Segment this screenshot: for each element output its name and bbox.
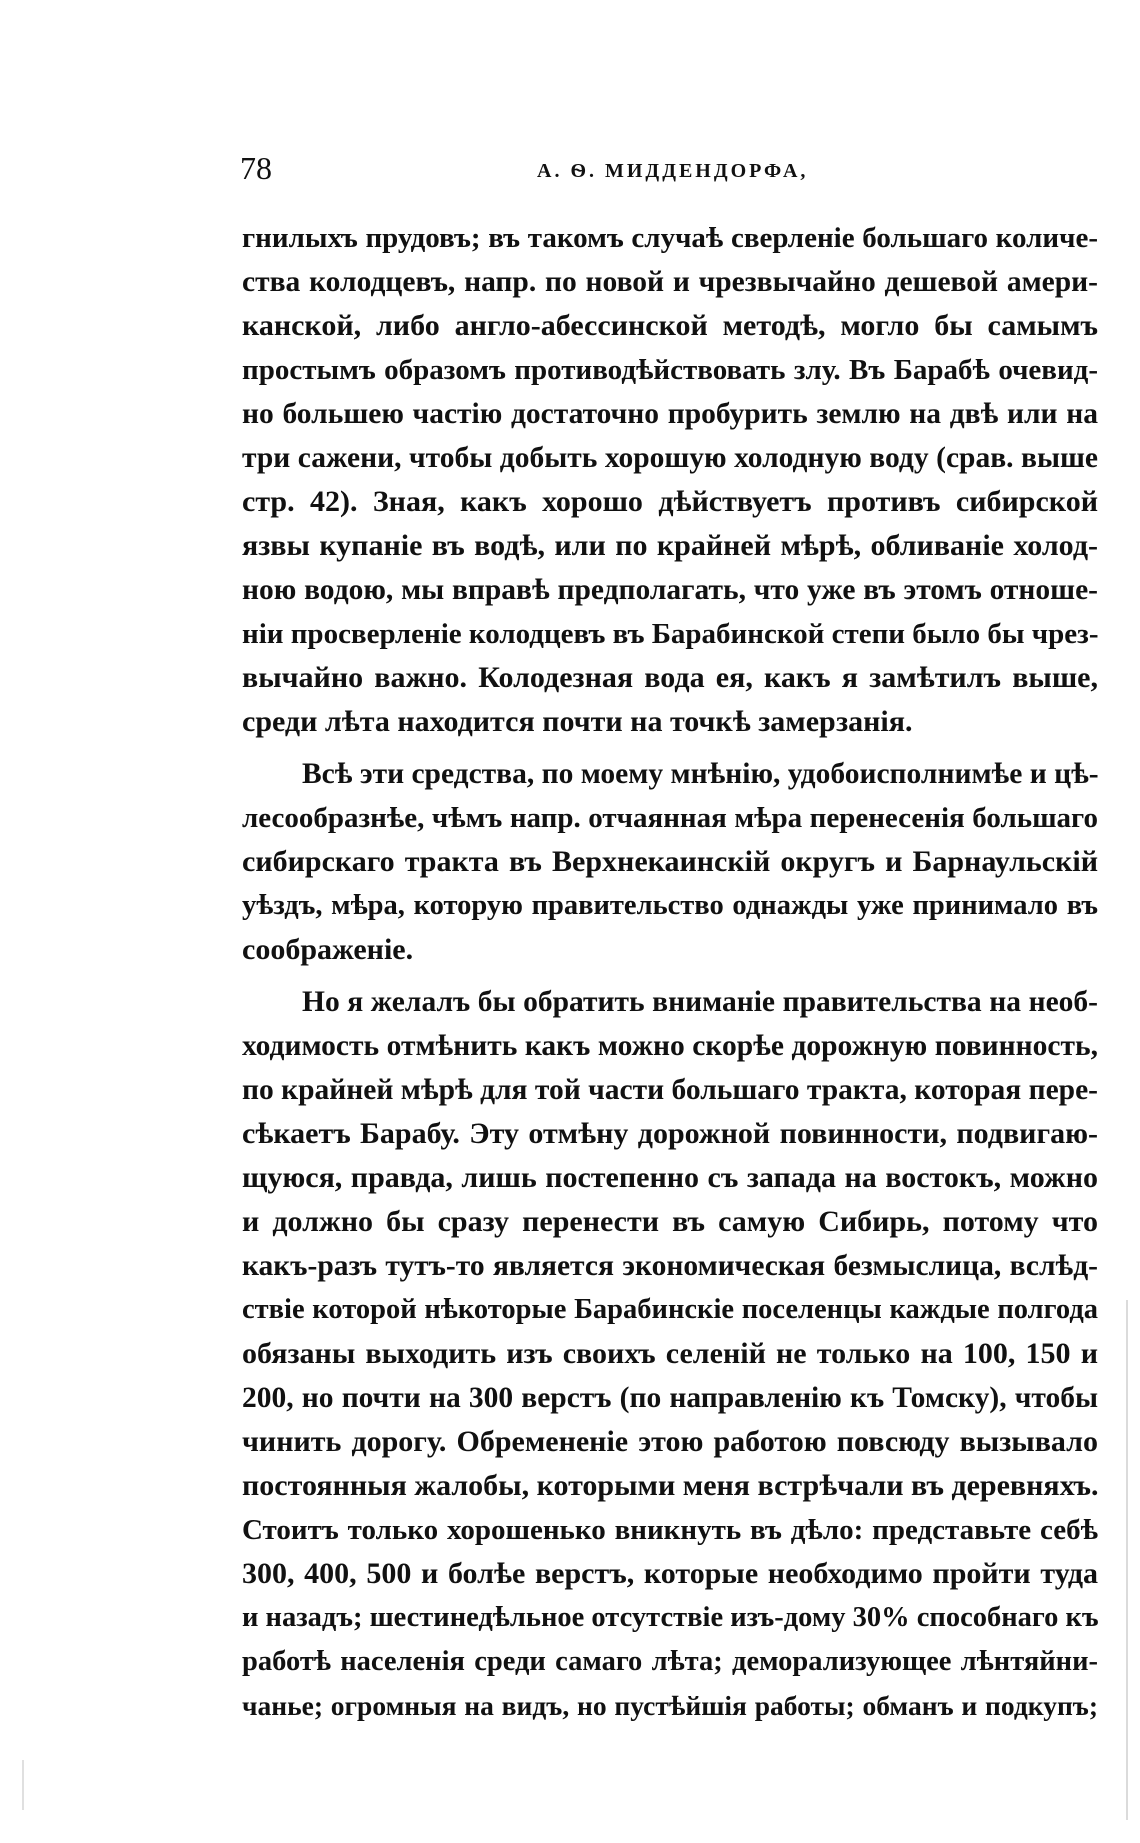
text-line: постоянныя жалобы, которыми меня встрѣчали въ деревняхъ. xyxy=(242,1469,1099,1502)
text-line: канской, либо англо-абессинской методѣ, могло бы самымъ xyxy=(242,309,1098,342)
text-line: ходимость отмѣнить какъ можно скорѣе дорожную повинность, xyxy=(242,1030,1098,1062)
text-line: язвы купаніе въ водѣ, или по крайней мѣрѣ, обливаніе холод- xyxy=(242,529,1098,562)
scan-artifact-line xyxy=(1126,1300,1128,1820)
text-line: стр. 42). Зная, какъ хорошо дѣйствуетъ противъ сибирской xyxy=(242,485,1098,518)
paragraph-1 xyxy=(242,216,1098,744)
text-line: сибирскаго тракта въ Верхнекаинскій округъ и Барнаульскій xyxy=(242,845,1098,878)
paragraph-3 xyxy=(242,980,1098,1728)
text-line: сѣкаетъ Барабу. Эту отмѣну дорожной повинности, подвигаю- xyxy=(242,1117,1098,1150)
scan-artifact-line xyxy=(22,1760,24,1810)
text-line: три сажени, чтобы добыть хорошую холодную воду (срав. выше xyxy=(242,442,1098,474)
text-line: ствіе которой нѣкоторые Барабинскіе поселенцы каждые полгода xyxy=(242,1294,1098,1325)
text-line: ства колодцевъ, напр. по новой и чрезвычайно дешевой амери- xyxy=(242,266,1098,298)
page-number: 78 xyxy=(240,150,272,186)
running-head xyxy=(240,150,830,190)
running-title: А. Ѳ. МИДДЕНДОРФА, xyxy=(537,160,809,182)
text-line: и назадъ; шестинедѣльное отсутствіе изъ-дому 30% способнаго къ xyxy=(242,1602,1099,1633)
text-line: чинить дорогу. Обремененіе этою работою повсюду вызывало xyxy=(242,1425,1098,1458)
text-line: ною водою, мы вправѣ предполагать, что уже въ этомъ отноше- xyxy=(242,574,1098,606)
paragraph-2 xyxy=(242,752,1098,972)
text-line: ніи просверленіе колодцевъ въ Барабинской степи было бы чрез- xyxy=(242,618,1099,650)
text-line: щуюся, правда, лишь постепенно съ запада на востокъ, можно xyxy=(242,1161,1098,1194)
text-line: среди лѣта находится почти на точкѣ замерзанія. xyxy=(242,705,913,738)
text-line: 300, 400, 500 и болѣе верстъ, которые необходимо пройти туда xyxy=(242,1557,1098,1590)
text-line: обязаны выходить изъ своихъ селеній не только на 100, 150 и xyxy=(242,1337,1098,1370)
text-line: Стоитъ только хорошенько вникнуть въ дѣло: представьте себѣ xyxy=(242,1514,1098,1546)
text-line: чанье; огромныя на видъ, но пустѣйшія работы; обманъ и подкупъ; xyxy=(242,1690,1098,1721)
text-line: вычайно важно. Колодезная вода ея, какъ я замѣтилъ выше, xyxy=(242,661,1098,694)
body-text xyxy=(242,216,1098,1728)
text-line: и должно бы сразу перенести въ самую Сибирь, потому что xyxy=(242,1205,1098,1238)
text-line: 200, но почти на 300 верстъ (по направленію къ Томску), чтобы xyxy=(242,1382,1098,1414)
text-line: уѣздъ, мѣра, которую правительство однажды уже принимало въ xyxy=(242,890,1098,921)
text-line: Но я желалъ бы обратить вниманіе правительства на необ- xyxy=(302,986,1098,1018)
text-line: но большею частію достаточно пробурить землю на двѣ или на xyxy=(242,398,1098,430)
text-line: работѣ населенія среди самаго лѣта; деморализующее лѣнтяйни- xyxy=(242,1646,1098,1677)
text-line: простымъ образомъ противодѣйствовать злу. Въ Барабѣ очевид- xyxy=(242,354,1098,386)
text-line: по крайней мѣрѣ для той части большаго тракта, которая пере- xyxy=(242,1074,1098,1106)
text-line: соображеніе. xyxy=(242,933,414,966)
text-line: гнилыхъ прудовъ; въ такомъ случаѣ сверленіе большаго количе- xyxy=(242,222,1098,254)
text-line: Всѣ эти средства, по моему мнѣнію, удобоисполнимѣе и цѣ- xyxy=(302,758,1099,790)
text-line: какъ-разъ тутъ-то является экономическая безмыслица, вслѣд- xyxy=(242,1250,1098,1282)
text-line: лесообразнѣе, чѣмъ напр. отчаянная мѣра перенесенія большаго xyxy=(242,802,1098,834)
